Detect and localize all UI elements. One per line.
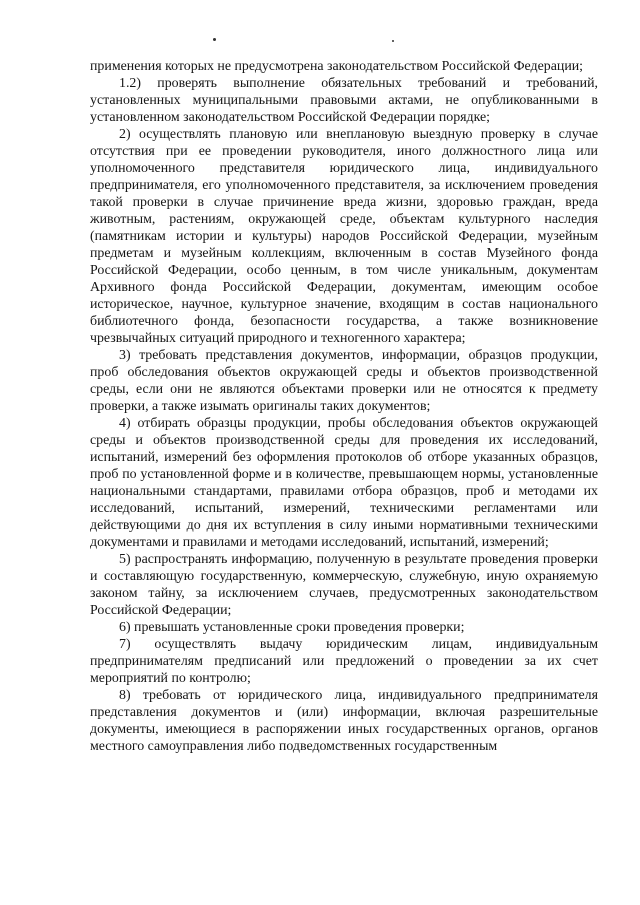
- document-body: [90, 58, 598, 755]
- scan-speck: [213, 38, 216, 41]
- paragraph-item-6: 6) превышать установленные сроки проведения проверки;: [119, 620, 465, 635]
- paragraph-item-1-2: 1.2) проверять выполнение обязательных требований и требований, установленных муниципальными правовыми актами, не опубликованными в установленном законодательством Российской Федерации порядке;: [90, 76, 598, 125]
- paragraph-item-8: 8) требовать от юридического лица, индивидуального предпринимателя представления документов и (или) информации, включая разрешительные документы, имеющиеся в распоряжении иных государственных органов, органов местного самоуправления либо подведомственных государственным: [90, 688, 598, 754]
- paragraph-continuation: применения которых не предусмотрена законодательством Российской Федерации;: [90, 59, 584, 74]
- paragraph-item-4: 4) отбирать образцы продукции, пробы обследования объектов окружающей среды и объектов производственной среды для проведения их исследований, испытаний, измерений без оформления протоколов об отборе указанных образцов, проб по установленной форме и в количестве, превышающем нормы, установленные национальными стандартами, правилами отбора образцов, проб и методами их исследований, испытаний, измерений, техническими регламентами или действующими до дня их вступления в силу иными нормативными техническими документами и правилами и методами исследований, испытаний, измерений;: [90, 416, 598, 550]
- scan-speck: [392, 40, 394, 42]
- paragraph-item-3: 3) требовать представления документов, информации, образцов продукции, проб обследования объектов окружающей среды и объектов производственной среды, если они не являются объектами проверки или не относятся к предмету проверки, а также изымать оригиналы таких документов;: [90, 348, 598, 414]
- paragraph-item-7: 7) осуществлять выдачу юридическим лицам, индивидуальным предпринимателям предписаний или предложений о проведении за их счет мероприятий по контролю;: [90, 637, 598, 686]
- paragraph-item-2: 2) осуществлять плановую или внеплановую выездную проверку в случае отсутствия при ее проведении руководителя, иного должностного лица или уполномоченного представителя юридического лица, индивидуального предпринимателя, его уполномоченного представителя, за исключением проведения такой проверки в случае причинение вреда жизни, здоровью граждан, вреда животным, растениям, окружающей среде, объектам культурного наследия (памятникам истории и культуры) народов Российской Федерации, музейным предметам и музейным коллекциям, включенным в состав Музейного фонда Российской Федерации, особо ценным, в том числе уникальным, документам Архивного фонда Российской Федерации, документам, имеющим особое историческое, научное, культурное значение, входящим в состав национального библиотечного фонда, безопасности государства, а также возникновение чрезвычайных ситуаций природного и техногенного характера;: [90, 127, 598, 346]
- paragraph-item-5: 5) распространять информацию, полученную в результате проведения проверки и составляющую государственную, коммерческую, служебную, иную охраняемую законом тайну, за исключением случаев, предусмотренных законодательством Российской Федерации;: [90, 552, 598, 618]
